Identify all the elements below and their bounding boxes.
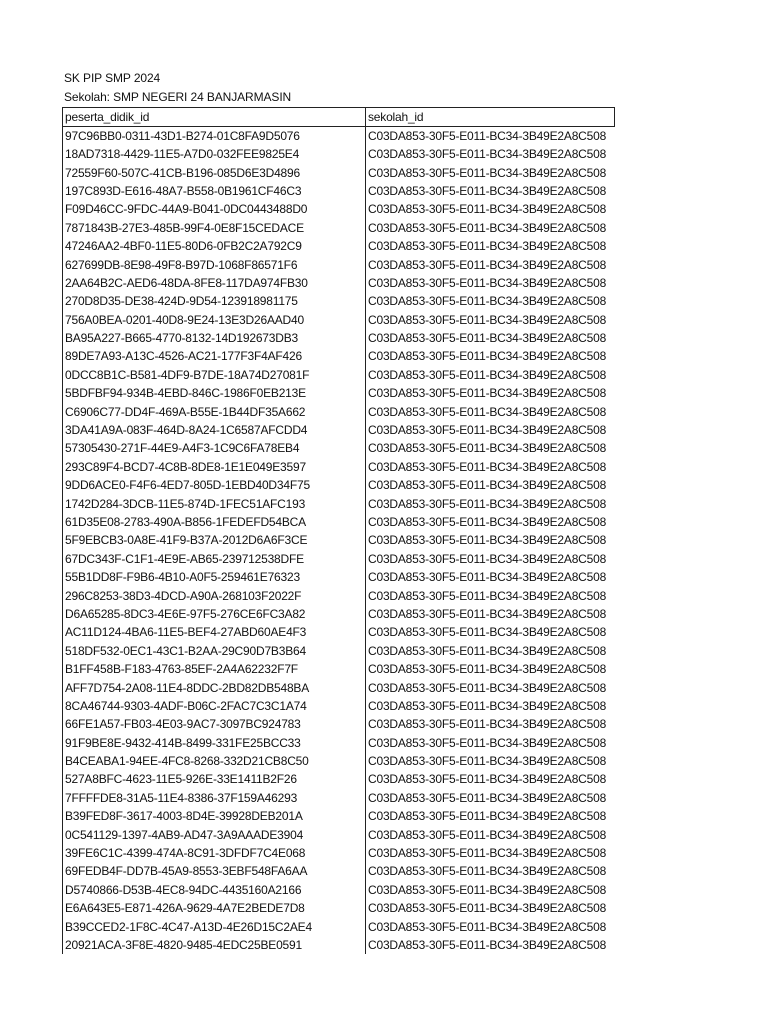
cell-peserta-didik-id: B1FF458B-F183-4763-85EF-2A4A62232F7F — [63, 660, 366, 678]
document-title: SK PIP SMP 2024 — [64, 71, 161, 85]
cell-sekolah-id: C03DA853-30F5-E011-BC34-3B49E2A8C508 — [366, 421, 615, 439]
table-body — [63, 127, 615, 955]
cell-sekolah-id: C03DA853-30F5-E011-BC34-3B49E2A8C508 — [366, 127, 615, 146]
cell-peserta-didik-id: 39FE6C1C-4399-474A-8C91-3DFDF7C4E068 — [63, 844, 366, 862]
table-row — [63, 219, 615, 237]
cell-peserta-didik-id: 8CA46744-9303-4ADF-B06C-2FAC7C3C1A74 — [63, 697, 366, 715]
cell-sekolah-id: C03DA853-30F5-E011-BC34-3B49E2A8C508 — [366, 531, 615, 549]
cell-peserta-didik-id: 293C89F4-BCD7-4C8B-8DE8-1E1E049E3597 — [63, 458, 366, 476]
cell-sekolah-id: C03DA853-30F5-E011-BC34-3B49E2A8C508 — [366, 807, 615, 825]
cell-sekolah-id: C03DA853-30F5-E011-BC34-3B49E2A8C508 — [366, 862, 615, 880]
table-row — [63, 734, 615, 752]
cell-sekolah-id: C03DA853-30F5-E011-BC34-3B49E2A8C508 — [366, 752, 615, 770]
table-row — [63, 421, 615, 439]
cell-sekolah-id: C03DA853-30F5-E011-BC34-3B49E2A8C508 — [366, 402, 615, 420]
table-row — [63, 384, 615, 402]
cell-peserta-didik-id: 627699DB-8E98-49F8-B97D-1068F86571F6 — [63, 255, 366, 273]
table-row — [63, 200, 615, 218]
cell-peserta-didik-id: 7FFFFDE8-31A5-11E4-8386-37F159A46293 — [63, 789, 366, 807]
cell-peserta-didik-id: C6906C77-DD4F-469A-B55E-1B44DF35A662 — [63, 402, 366, 420]
table-row — [63, 862, 615, 880]
student-table — [62, 107, 615, 954]
cell-peserta-didik-id: 197C893D-E616-48A7-B558-0B1961CF46C3 — [63, 182, 366, 200]
cell-sekolah-id: C03DA853-30F5-E011-BC34-3B49E2A8C508 — [366, 219, 615, 237]
cell-sekolah-id: C03DA853-30F5-E011-BC34-3B49E2A8C508 — [366, 255, 615, 273]
cell-peserta-didik-id: 55B1DD8F-F9B6-4B10-A0F5-259461E76323 — [63, 568, 366, 586]
cell-peserta-didik-id: 9DD6ACE0-F4F6-4ED7-805D-1EBD40D34F75 — [63, 476, 366, 494]
cell-peserta-didik-id: AC11D124-4BA6-11E5-BEF4-27ABD60AE4F3 — [63, 623, 366, 641]
cell-sekolah-id: C03DA853-30F5-E011-BC34-3B49E2A8C508 — [366, 642, 615, 660]
cell-sekolah-id: C03DA853-30F5-E011-BC34-3B49E2A8C508 — [366, 825, 615, 843]
cell-sekolah-id: C03DA853-30F5-E011-BC34-3B49E2A8C508 — [366, 274, 615, 292]
table-row — [63, 715, 615, 733]
table-row — [63, 770, 615, 788]
table-row — [63, 899, 615, 917]
cell-sekolah-id: C03DA853-30F5-E011-BC34-3B49E2A8C508 — [366, 881, 615, 899]
table-row — [63, 255, 615, 273]
table-row — [63, 917, 615, 935]
table-row — [63, 347, 615, 365]
table-row — [63, 623, 615, 641]
cell-peserta-didik-id: 527A8BFC-4623-11E5-926E-33E1411B2F26 — [63, 770, 366, 788]
cell-sekolah-id: C03DA853-30F5-E011-BC34-3B49E2A8C508 — [366, 384, 615, 402]
cell-peserta-didik-id: F09D46CC-9FDC-44A9-B041-0DC0443488D0 — [63, 200, 366, 218]
school-name-line: Sekolah: SMP NEGERI 24 BANJARMASIN — [64, 90, 292, 104]
table-row — [63, 182, 615, 200]
cell-sekolah-id: C03DA853-30F5-E011-BC34-3B49E2A8C508 — [366, 513, 615, 531]
cell-peserta-didik-id: 20921ACA-3F8E-4820-9485-4EDC25BE0591 — [63, 936, 366, 954]
table-row — [63, 660, 615, 678]
cell-sekolah-id: C03DA853-30F5-E011-BC34-3B49E2A8C508 — [366, 163, 615, 181]
cell-peserta-didik-id: B39FED8F-3617-4003-8D4E-39928DEB201A — [63, 807, 366, 825]
cell-sekolah-id: C03DA853-30F5-E011-BC34-3B49E2A8C508 — [366, 311, 615, 329]
cell-peserta-didik-id: 72559F60-507C-41CB-B196-085D6E3D4896 — [63, 163, 366, 181]
cell-sekolah-id: C03DA853-30F5-E011-BC34-3B49E2A8C508 — [366, 697, 615, 715]
cell-sekolah-id: C03DA853-30F5-E011-BC34-3B49E2A8C508 — [366, 458, 615, 476]
cell-peserta-didik-id: 756A0BEA-0201-40D8-9E24-13E3D26AAD40 — [63, 311, 366, 329]
cell-peserta-didik-id: BA95A227-B665-4770-8132-14D192673DB3 — [63, 329, 366, 347]
cell-peserta-didik-id: E6A643E5-E871-426A-9629-4A7E2BEDE7D8 — [63, 899, 366, 917]
table-row — [63, 513, 615, 531]
cell-peserta-didik-id: 61D35E08-2783-490A-B856-1FEDEFD54BCA — [63, 513, 366, 531]
table-row — [63, 844, 615, 862]
cell-sekolah-id: C03DA853-30F5-E011-BC34-3B49E2A8C508 — [366, 550, 615, 568]
cell-sekolah-id: C03DA853-30F5-E011-BC34-3B49E2A8C508 — [366, 623, 615, 641]
table-row — [63, 881, 615, 899]
cell-peserta-didik-id: 57305430-271F-44E9-A4F3-1C9C6FA78EB4 — [63, 439, 366, 457]
cell-peserta-didik-id: AFF7D754-2A08-11E4-8DDC-2BD82DB548BA — [63, 678, 366, 696]
cell-peserta-didik-id: B39CCED2-1F8C-4C47-A13D-4E26D15C2AE4 — [63, 917, 366, 935]
table-row — [63, 568, 615, 586]
table-row — [63, 292, 615, 310]
table-row — [63, 642, 615, 660]
cell-sekolah-id: C03DA853-30F5-E011-BC34-3B49E2A8C508 — [366, 200, 615, 218]
cell-peserta-didik-id: 3DA41A9A-083F-464D-8A24-1C6587AFCDD4 — [63, 421, 366, 439]
cell-sekolah-id: C03DA853-30F5-E011-BC34-3B49E2A8C508 — [366, 678, 615, 696]
table-row — [63, 127, 615, 146]
table-row — [63, 586, 615, 604]
table-row — [63, 439, 615, 457]
cell-peserta-didik-id: 0C541129-1397-4AB9-AD47-3A9AAADE3904 — [63, 825, 366, 843]
table-row — [63, 605, 615, 623]
table-row — [63, 752, 615, 770]
cell-sekolah-id: C03DA853-30F5-E011-BC34-3B49E2A8C508 — [366, 770, 615, 788]
cell-sekolah-id: C03DA853-30F5-E011-BC34-3B49E2A8C508 — [366, 734, 615, 752]
cell-sekolah-id: C03DA853-30F5-E011-BC34-3B49E2A8C508 — [366, 917, 615, 935]
table-row — [63, 789, 615, 807]
cell-sekolah-id: C03DA853-30F5-E011-BC34-3B49E2A8C508 — [366, 715, 615, 733]
cell-peserta-didik-id: 5BDFBF94-934B-4EBD-846C-1986F0EB213E — [63, 384, 366, 402]
cell-peserta-didik-id: 66FE1A57-FB03-4E03-9AC7-3097BC924783 — [63, 715, 366, 733]
table-row — [63, 274, 615, 292]
cell-peserta-didik-id: D5740866-D53B-4EC8-94DC-4435160A2166 — [63, 881, 366, 899]
cell-peserta-didik-id: 47246AA2-4BF0-11E5-80D6-0FB2C2A792C9 — [63, 237, 366, 255]
cell-peserta-didik-id: 5F9EBCB3-0A8E-41F9-B37A-2012D6A6F3CE — [63, 531, 366, 549]
table-row — [63, 163, 615, 181]
cell-sekolah-id: C03DA853-30F5-E011-BC34-3B49E2A8C508 — [366, 329, 615, 347]
table-row — [63, 531, 615, 549]
table-row — [63, 329, 615, 347]
cell-sekolah-id: C03DA853-30F5-E011-BC34-3B49E2A8C508 — [366, 182, 615, 200]
table-row — [63, 311, 615, 329]
cell-peserta-didik-id: 89DE7A93-A13C-4526-AC21-177F3F4AF426 — [63, 347, 366, 365]
cell-sekolah-id: C03DA853-30F5-E011-BC34-3B49E2A8C508 — [366, 660, 615, 678]
cell-peserta-didik-id: 7871843B-27E3-485B-99F4-0E8F15CEDACE — [63, 219, 366, 237]
cell-sekolah-id: C03DA853-30F5-E011-BC34-3B49E2A8C508 — [366, 494, 615, 512]
cell-sekolah-id: C03DA853-30F5-E011-BC34-3B49E2A8C508 — [366, 439, 615, 457]
cell-peserta-didik-id: 518DF532-0EC1-43C1-B2AA-29C90D7B3B64 — [63, 642, 366, 660]
table-row — [63, 402, 615, 420]
cell-peserta-didik-id: 18AD7318-4429-11E5-A7D0-032FEE9825E4 — [63, 145, 366, 163]
cell-peserta-didik-id: 296C8253-38D3-4DCD-A90A-268103F2022F — [63, 586, 366, 604]
cell-peserta-didik-id: 1742D284-3DCB-11E5-874D-1FEC51AFC193 — [63, 494, 366, 512]
cell-sekolah-id: C03DA853-30F5-E011-BC34-3B49E2A8C508 — [366, 789, 615, 807]
table-row — [63, 145, 615, 163]
cell-sekolah-id: C03DA853-30F5-E011-BC34-3B49E2A8C508 — [366, 605, 615, 623]
table-row — [63, 476, 615, 494]
table-row — [63, 458, 615, 476]
cell-peserta-didik-id: 2AA64B2C-AED6-48DA-8FE8-117DA974FB30 — [63, 274, 366, 292]
cell-sekolah-id: C03DA853-30F5-E011-BC34-3B49E2A8C508 — [366, 347, 615, 365]
cell-peserta-didik-id: B4CEABA1-94EE-4FC8-8268-332D21CB8C50 — [63, 752, 366, 770]
cell-peserta-didik-id: 0DCC8B1C-B581-4DF9-B7DE-18A74D27081F — [63, 366, 366, 384]
table-header-row — [63, 108, 615, 127]
table-row — [63, 494, 615, 512]
column-header-sekolah-id: sekolah_id — [366, 108, 615, 127]
table-row — [63, 825, 615, 843]
cell-sekolah-id: C03DA853-30F5-E011-BC34-3B49E2A8C508 — [366, 292, 615, 310]
table-row — [63, 936, 615, 954]
cell-sekolah-id: C03DA853-30F5-E011-BC34-3B49E2A8C508 — [366, 936, 615, 954]
column-header-peserta-didik-id: peserta_didik_id — [63, 108, 366, 127]
cell-peserta-didik-id: D6A65285-8DC3-4E6E-97F5-276CE6FC3A82 — [63, 605, 366, 623]
table-row — [63, 697, 615, 715]
table-row — [63, 678, 615, 696]
table-row — [63, 237, 615, 255]
table-row — [63, 550, 615, 568]
cell-sekolah-id: C03DA853-30F5-E011-BC34-3B49E2A8C508 — [366, 145, 615, 163]
cell-sekolah-id: C03DA853-30F5-E011-BC34-3B49E2A8C508 — [366, 844, 615, 862]
cell-sekolah-id: C03DA853-30F5-E011-BC34-3B49E2A8C508 — [366, 237, 615, 255]
table-row — [63, 366, 615, 384]
cell-sekolah-id: C03DA853-30F5-E011-BC34-3B49E2A8C508 — [366, 568, 615, 586]
table-row — [63, 807, 615, 825]
cell-peserta-didik-id: 69FEDB4F-DD7B-45A9-8553-3EBF548FA6AA — [63, 862, 366, 880]
cell-sekolah-id: C03DA853-30F5-E011-BC34-3B49E2A8C508 — [366, 899, 615, 917]
cell-peserta-didik-id: 270D8D35-DE38-424D-9D54-123918981175 — [63, 292, 366, 310]
cell-sekolah-id: C03DA853-30F5-E011-BC34-3B49E2A8C508 — [366, 366, 615, 384]
cell-peserta-didik-id: 97C96BB0-0311-43D1-B274-01C8FA9D5076 — [63, 127, 366, 146]
cell-sekolah-id: C03DA853-30F5-E011-BC34-3B49E2A8C508 — [366, 586, 615, 604]
cell-sekolah-id: C03DA853-30F5-E011-BC34-3B49E2A8C508 — [366, 476, 615, 494]
cell-peserta-didik-id: 67DC343F-C1F1-4E9E-AB65-239712538DFE — [63, 550, 366, 568]
cell-peserta-didik-id: 91F9BE8E-9432-414B-8499-331FE25BCC33 — [63, 734, 366, 752]
